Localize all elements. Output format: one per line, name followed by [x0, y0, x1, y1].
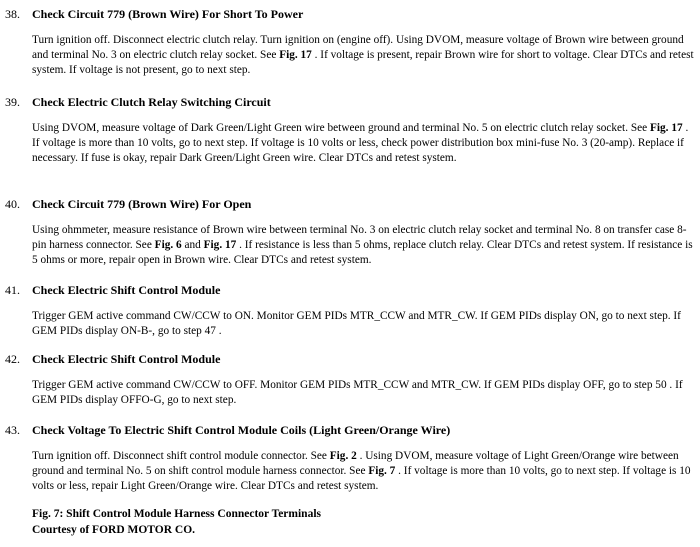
- step-heading: [5, 94, 271, 110]
- step-title: Check Electric Shift Control Module: [32, 283, 221, 297]
- body-text: Turn ignition off. Disconnect electric clutch relay. Turn ignition on (engine off). Using DVOM, measure voltage of Brown wire between ground and terminal No. 3 on electric clutch relay socket. See: [32, 34, 684, 61]
- step-heading: [5, 6, 303, 22]
- step-title: Check Circuit 779 (Brown Wire) For Short To Power: [32, 7, 304, 21]
- caption-credit: Courtesy of FORD MOTOR CO.: [32, 523, 196, 536]
- step-number: 42.: [5, 352, 20, 366]
- step-heading: [5, 351, 220, 367]
- step-body: [32, 33, 696, 77]
- body-text: Trigger GEM active command CW/CCW to ON. Monitor GEM PIDs MTR_CCW and MTR_CW. If GEM PIDs display ON, go to next step. If GEM PIDs display ON-B-, go to step 47 .: [32, 310, 681, 337]
- body-text: . Using DVOM, measure voltage of Light Green/Orange wire between ground and terminal No. 5 on shift control module harness connector. See: [32, 450, 679, 477]
- step-title: Check Electric Shift Control Module: [32, 352, 221, 366]
- body-text: . If resistance is less than 5 ohms, replace clutch relay. Clear DTCs and retest system. If resistance is 5 ohms or more, repair open in Brown wire. Clear DTCs and retest system.: [32, 238, 693, 266]
- step-body: [32, 223, 696, 267]
- figure-reference: Fig. 7: [368, 464, 396, 477]
- figure-caption: [32, 507, 321, 538]
- body-text: Using ohmmeter, measure resistance of Brown wire between terminal No. 3 on electric clutch relay socket and terminal No. 8 on transfer case 8-pin harness connector. See: [32, 224, 687, 251]
- step-heading: [5, 422, 450, 438]
- body-text: . If voltage is more than 10 volts, go to next step. If voltage is 10 volts or less, repair Light Green/Orange wire. Clear DTCs and retest system.: [32, 464, 691, 492]
- figure-reference: Fig. 2: [329, 450, 357, 462]
- step-number: 39.: [5, 95, 20, 109]
- caption-title: Fig. 7: Shift Control Module Harness Connector Terminals: [32, 508, 321, 520]
- step-number: 43.: [5, 423, 20, 437]
- figure-reference: Fig. 17: [649, 122, 683, 134]
- figure-reference: Fig. 17: [279, 48, 312, 61]
- step-number: 41.: [5, 283, 20, 297]
- body-text: Turn ignition off. Disconnect shift control module connector. See: [32, 450, 330, 462]
- step-title: Check Circuit 779 (Brown Wire) For Open: [32, 197, 252, 211]
- body-text: Using DVOM, measure voltage of Dark Green/Light Green wire between ground and terminal No. 5 on electric clutch relay socket. See: [32, 122, 650, 134]
- step-heading: [5, 196, 251, 212]
- body-text: Trigger GEM active command CW/CCW to OFF. Monitor GEM PIDs MTR_CCW and MTR_CW. If GEM PIDs display OFF, go to step 50 . If GEM PIDs display OFFO-G, go to next step.: [32, 379, 683, 406]
- figure-reference: Fig. 17: [203, 238, 237, 251]
- step-title: Check Voltage To Electric Shift Control Module Coils (Light Green/Orange Wire): [32, 423, 451, 437]
- body-text: and: [181, 238, 204, 251]
- step-body: [32, 378, 696, 408]
- step-number: 38.: [5, 7, 20, 21]
- step-body: [32, 449, 696, 493]
- step-title: Check Electric Clutch Relay Switching Circuit: [32, 95, 271, 109]
- step-body: [32, 121, 696, 165]
- figure-reference: Fig. 6: [154, 238, 182, 251]
- body-text: . If voltage is more than 10 volts, go to next step. If voltage is 10 volts or less, check power distribution box mini-fuse No. 3 (20-amp). Replace if necessary. If fuse is okay, repair Dark Green/Light Green wire. Clear DTCs and retest system.: [32, 122, 689, 164]
- step-number: 40.: [5, 197, 20, 211]
- step-body: [32, 309, 696, 339]
- step-heading: [5, 282, 220, 298]
- body-text: . If voltage is present, repair Brown wire for short to voltage. Clear DTCs and retest system. If voltage is not present, go to next step.: [32, 48, 694, 76]
